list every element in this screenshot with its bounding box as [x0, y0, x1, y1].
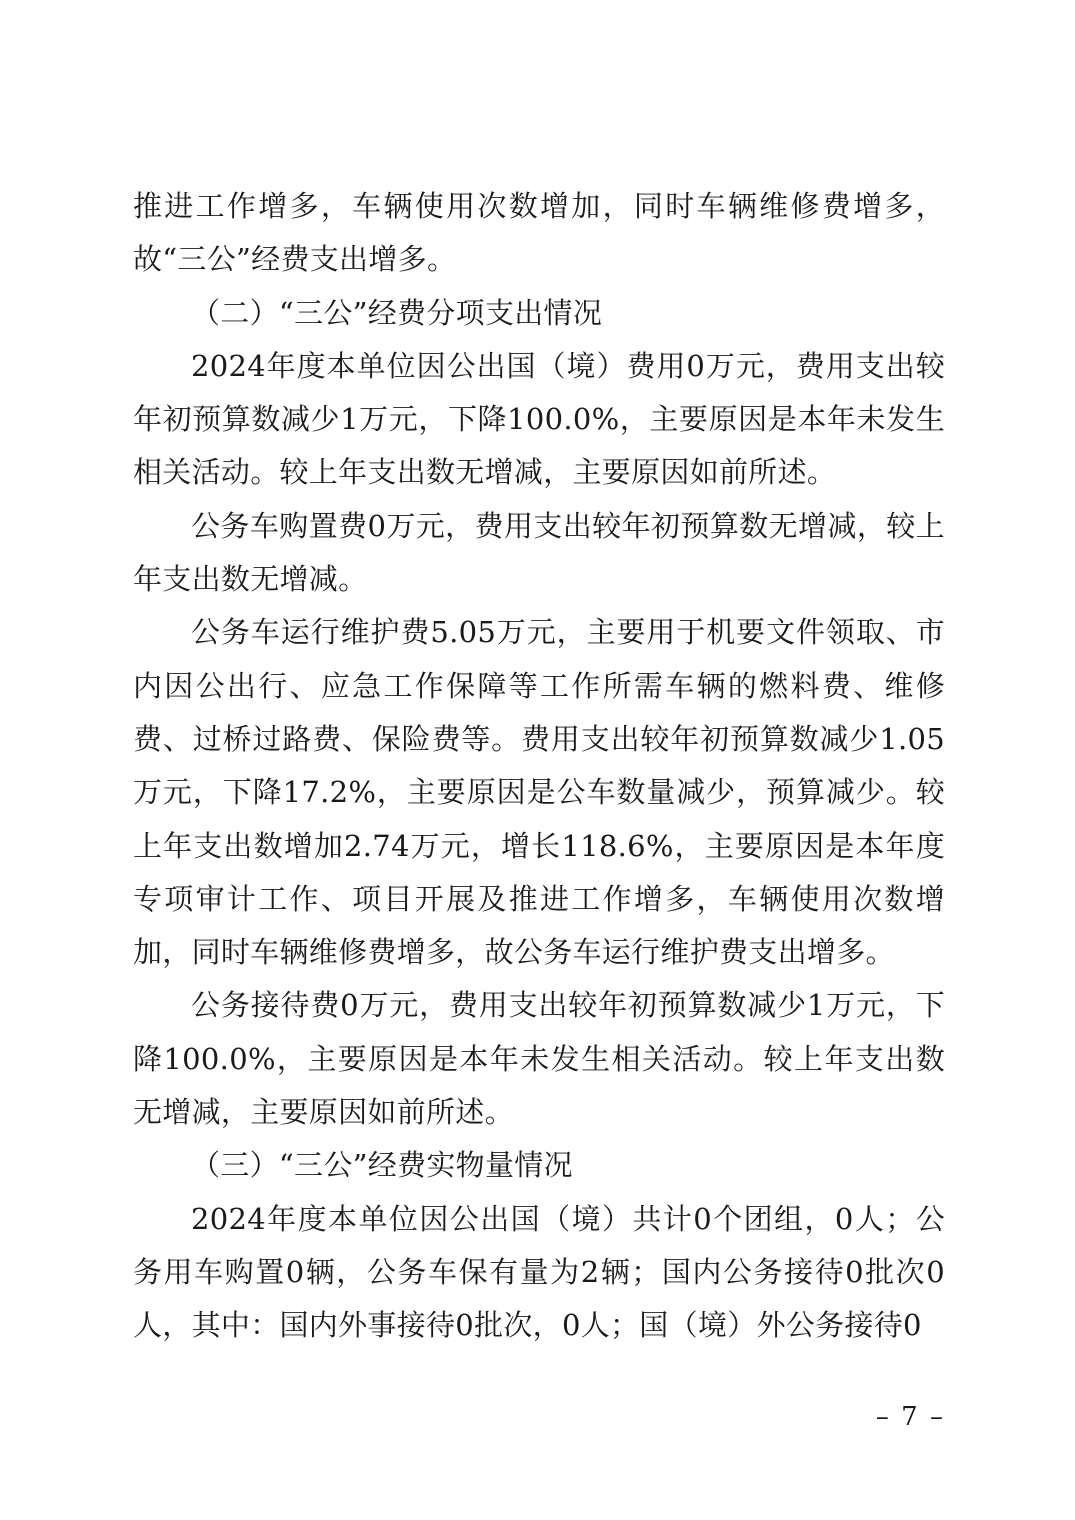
paragraph-overseas-travel: 2024年度本单位因公出国（境）费用0万元，费用支出较年初预算数减少1万元，下降100.0%，主要原因是本年未发生相关活动。较上年支出数无增减，主要原因如前所述。: [133, 348, 945, 490]
paragraph-physical-quantity: 2024年度本单位因公出国（境）共计0个团组，0人；公务用车购置0辆，公务车保有量为2辆；国内公务接待0批次0人，其中：国内外事接待0批次，0人；国（境）外公务接待0: [133, 1201, 945, 1343]
paragraph-vehicle-purchase: 公务车购置费0万元，费用支出较年初预算数无增减，较上年支出数无增减。: [133, 508, 945, 597]
paragraph-continuation: 推进工作增多，车辆使用次数增加，同时车辆维修费增多，故“三公”经费支出增多。: [133, 189, 945, 277]
section-heading-three: （三）“三公”经费实物量情况: [191, 1148, 573, 1183]
page-number: – 7 –: [875, 1402, 945, 1432]
paragraph-vehicle-maintenance: 公务车运行维护费5.05万元，主要用于机要文件领取、市内因公出行、应急工作保障等工作所需车辆的燃料费、维修费、过桥过路费、保险费等。费用支出较年初预算数减少1.05万元，下降17.2%，主要原因是公车数量减少，预算减少。较上年支出数增加2.74万元，增长118.6%，主要原因是本年度专项审计工作、项目开展及推进工作增多，车辆使用次数增加，同时车辆维修费增多，故公务车运行维护费支出增多。: [133, 615, 945, 970]
section-heading-two: （二）“三公”经费分项支出情况: [191, 295, 603, 330]
paragraph-reception: 公务接待费0万元，费用支出较年初预算数减少1万元，下降100.0%，主要原因是本年未发生相关活动。较上年支出数无增减，主要原因如前所述。: [133, 988, 945, 1130]
document-body: [133, 180, 945, 1353]
